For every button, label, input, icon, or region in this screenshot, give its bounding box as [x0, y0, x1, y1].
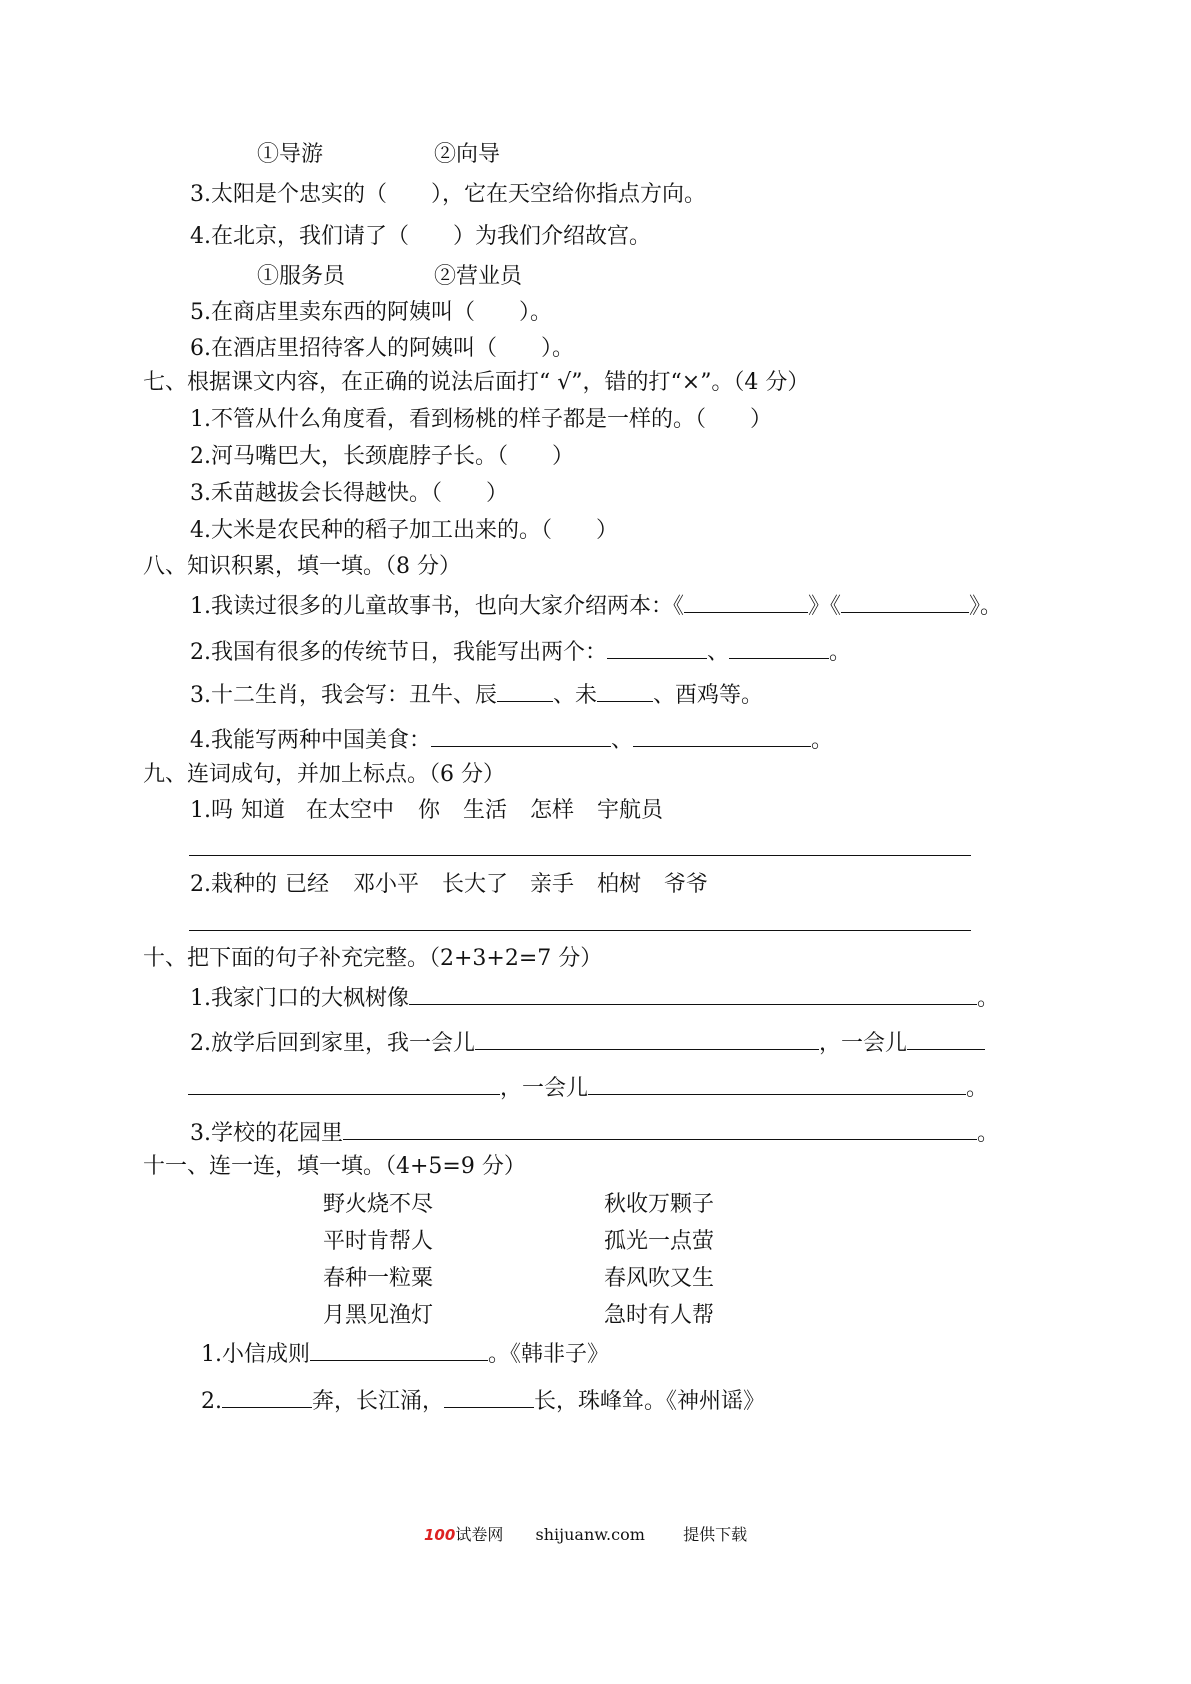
section-7-title: 七、根据课文内容，在正确的说法后面打“ √”，错的打“×”。（4 分）	[143, 370, 810, 395]
option-1-staff: ①服务员	[257, 264, 346, 289]
question-item: 5.在商店里卖东西的阿姨叫（ ）。	[190, 300, 552, 325]
word-group: 1.吗	[190, 798, 233, 823]
poem-line-left[interactable]: 野火烧不尽	[323, 1192, 434, 1217]
item-text: 、	[611, 728, 634, 753]
judge-item: 4.大米是农民种的稻子加工出来的。（ ）	[190, 518, 618, 543]
fill-quote	[201, 1385, 765, 1417]
item-text: 1.我读过很多的儿童故事书，也向大家介绍两本：	[190, 594, 673, 619]
fill-quote	[201, 1338, 609, 1370]
option-2-guide: ②向导	[434, 142, 501, 167]
answer-line[interactable]	[189, 930, 971, 931]
item-text: 3.学校的花园里	[190, 1121, 343, 1146]
answer-blank[interactable]	[588, 1072, 966, 1095]
item-text: 长，珠峰耸。《神州谣》	[534, 1389, 766, 1414]
poem-line-right[interactable]: 孤光一点萤	[604, 1229, 715, 1254]
word-group: 生活	[463, 798, 508, 823]
site-name: 试卷网	[455, 1525, 504, 1544]
answer-blank[interactable]	[409, 982, 977, 1005]
fill-item-food	[190, 724, 833, 756]
poem-line-left[interactable]: 月黑见渔灯	[323, 1303, 434, 1328]
item-text: 1.我家门口的大枫树像	[190, 986, 409, 1011]
download-note: 提供下载	[683, 1525, 748, 1544]
answer-blank[interactable]	[729, 636, 829, 659]
poem-line-left[interactable]: 春种一粒粟	[323, 1266, 434, 1291]
item-text: ，一会儿	[819, 1031, 908, 1056]
item-text: 2.放学后回到家里，我一会儿	[190, 1031, 475, 1056]
item-text: 。	[966, 1076, 989, 1101]
word-group: 2.栽种的	[190, 872, 277, 897]
word-group: 邓小平	[353, 872, 420, 897]
fill-item-festivals	[190, 636, 851, 668]
answer-blank[interactable]	[633, 724, 811, 747]
item-text: 4.我能写两种中国美食：	[190, 728, 431, 753]
question-item: 3.太阳是个忠实的（ ），它在天空给你指点方向。	[190, 182, 706, 207]
item-text: ，一会儿	[500, 1076, 589, 1101]
question-item: 6.在酒店里招待客人的阿姨叫（ ）。	[190, 336, 574, 361]
section-10-title: 十、把下面的句子补充完整。（2+3+2=7 分）	[143, 946, 603, 971]
item-text: 。	[829, 640, 852, 665]
word-group: 柏树	[597, 872, 642, 897]
answer-blank[interactable]	[497, 679, 553, 702]
complete-item	[190, 982, 999, 1014]
fill-item-books	[190, 590, 1002, 622]
word-group: 已经	[285, 872, 330, 897]
answer-blank[interactable]	[222, 1385, 312, 1408]
site-logo: 100	[424, 1526, 456, 1544]
item-text: 3.十二生肖，我会写：丑牛、辰	[190, 683, 497, 708]
item-text: 1.小信成则	[201, 1342, 310, 1367]
word-group: 知道	[241, 798, 286, 823]
item-text: 》《	[808, 594, 842, 619]
word-group: 宇航员	[597, 798, 664, 823]
answer-line[interactable]	[189, 855, 971, 856]
answer-blank[interactable]	[475, 1027, 819, 1050]
complete-item	[190, 1027, 985, 1059]
judge-item: 1.不管从什么角度看，看到杨桃的样子都是一样的。（ ）	[190, 407, 772, 432]
judge-item: 3.禾苗越拔会长得越快。（ ）	[190, 481, 508, 506]
answer-blank[interactable]	[343, 1117, 977, 1140]
poem-line-right[interactable]: 秋收万颗子	[604, 1192, 715, 1217]
answer-blank[interactable]	[431, 724, 611, 747]
poem-line-right[interactable]: 春风吹又生	[604, 1266, 715, 1291]
word-group: 在太空中	[306, 798, 395, 823]
item-text: 》。	[969, 594, 1003, 619]
item-text: 、未	[553, 683, 598, 708]
section-8-title: 八、知识积累，填一填。（8 分）	[143, 554, 461, 579]
poem-line-left[interactable]: 平时肯帮人	[323, 1229, 434, 1254]
item-text: 、	[707, 640, 730, 665]
answer-blank[interactable]	[841, 590, 969, 613]
answer-blank[interactable]	[444, 1385, 534, 1408]
poem-line-right[interactable]: 急时有人帮	[604, 1303, 715, 1328]
word-group: 你	[418, 798, 441, 823]
judge-item: 2.河马嘴巴大，长颈鹿脖子长。（ ）	[190, 444, 574, 469]
option-1-guide: ①导游	[257, 142, 324, 167]
answer-blank[interactable]	[907, 1027, 985, 1050]
item-text: 2.	[201, 1389, 222, 1414]
item-text: 。	[811, 728, 834, 753]
section-9-title: 九、连词成句，并加上标点。（6 分）	[143, 762, 505, 787]
word-group: 爷爷	[664, 872, 709, 897]
answer-blank[interactable]	[188, 1072, 500, 1095]
complete-item-continued	[188, 1072, 988, 1104]
item-text: 、酉鸡等。	[653, 683, 764, 708]
item-text: 《	[673, 594, 685, 619]
word-group: 亲手	[530, 872, 575, 897]
fill-item-zodiac	[190, 679, 763, 711]
answer-blank[interactable]	[607, 636, 707, 659]
site-domain[interactable]: shijuanw.com	[535, 1525, 645, 1544]
item-text: 奔，长江涌，	[312, 1389, 445, 1414]
answer-blank[interactable]	[310, 1338, 488, 1361]
item-text: 。《韩非子》	[488, 1342, 610, 1367]
section-11-title: 十一、连一连，填一填。（4+5=9 分）	[143, 1154, 526, 1179]
page-footer	[424, 1523, 747, 1547]
word-group: 长大了	[442, 872, 509, 897]
item-text: 。	[977, 986, 1000, 1011]
word-group: 怎样	[530, 798, 575, 823]
item-text: 。	[977, 1121, 1000, 1146]
item-text: 2.我国有很多的传统节日，我能写出两个：	[190, 640, 607, 665]
option-2-staff: ②营业员	[434, 264, 523, 289]
complete-item	[190, 1117, 999, 1149]
question-item: 4.在北京，我们请了（ ）为我们介绍故宫。	[190, 224, 651, 249]
answer-blank[interactable]	[684, 590, 808, 613]
answer-blank[interactable]	[597, 679, 653, 702]
